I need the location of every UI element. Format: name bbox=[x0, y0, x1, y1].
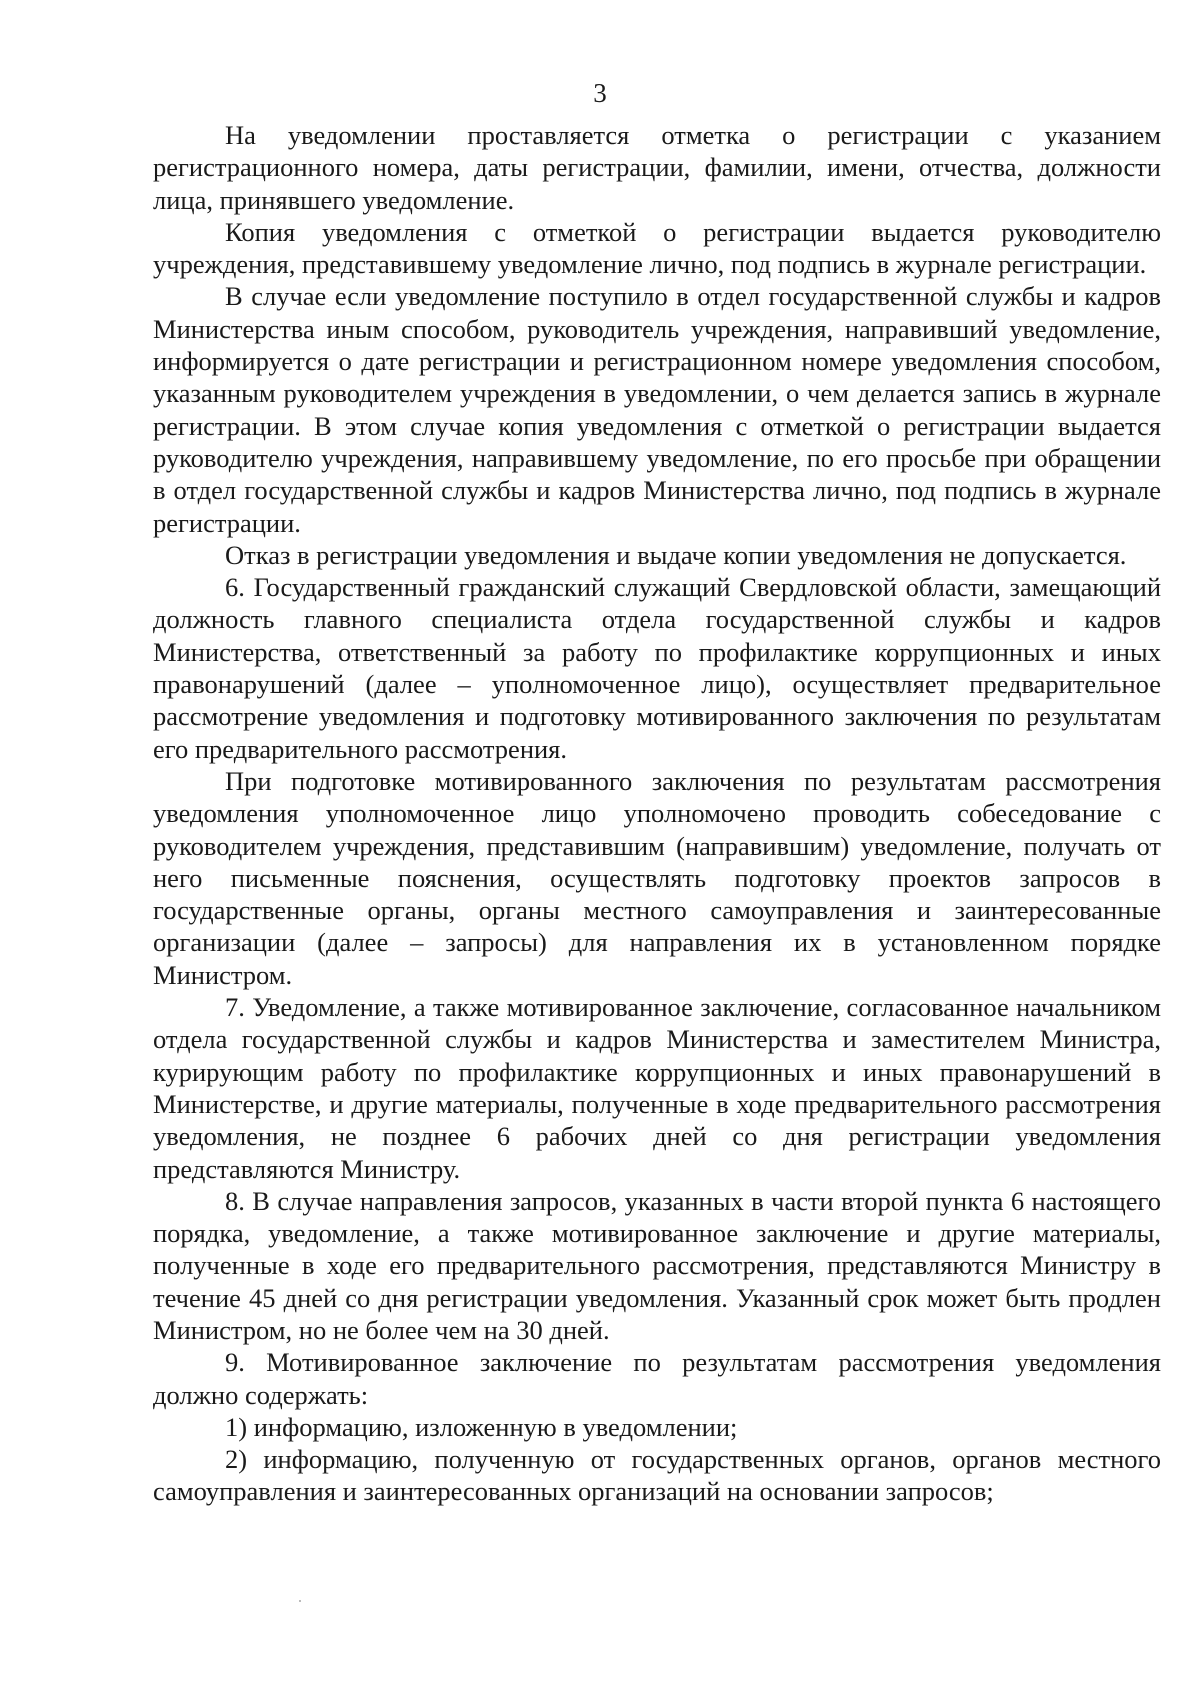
paragraph-refusal-not-allowed: Отказ в регистрации уведомления и выдаче копии уведомления не допускается. bbox=[225, 539, 1127, 570]
paragraph-registration-mark: На уведомлении проставляется отметка о регистрации с указанием регистрационного номера, даты регистрации, фамилии, имени, отчества, должности лица, принявшего уведомление. bbox=[153, 120, 1161, 215]
paragraph-item-6: 6. Государственный гражданский служащий Свердловской области, замещающий должность главного специалиста отдела государственной службы и кадров Министерства, ответственный за работу по профилактике коррупционных и иных правонарушений (далее – уполномоченное лицо), осуществляет предварительное рассмотрение уведомления и подготовку мотивированного заключения по результатам его предварительного рассмотрения. bbox=[153, 572, 1161, 764]
paragraph-item-7: 7. Уведомление, а также мотивированное заключение, согласованное начальником отдела государственной службы и кадров Министерства и заместителем Министра, курирующим работу по профилактике коррупционных и иных правонарушений в Министерстве, и другие материалы, полученные в ходе предварительного рассмотрения уведомления, не позднее 6 рабочих дней со дня регистрации уведомления представляются Министру. bbox=[153, 992, 1161, 1184]
paragraph-item-9: 9. Мотивированное заключение по результатам рассмотрения уведомления должно содержать: bbox=[153, 1347, 1161, 1410]
paragraph-item-8: 8. В случае направления запросов, указанных в части второй пункта 6 настоящего порядка, уведомление, а также мотивированное заключение и другие материалы, полученные в ходе его предварительного рассмотрения, представляются Министру в течение 45 дней со дня регистрации уведомления. Указанный срок может быть продлен Министром, но не более чем на 30 дней. bbox=[153, 1185, 1161, 1345]
paragraph-item-6-part-2: При подготовке мотивированного заключения по результатам рассмотрения уведомления уполномоченное лицо уполномочено проводить собеседование с руководителем учреждения, представившим (направившим) уведомление, получать от него письменные пояснения, осуществлять подготовку проектов запросов в государственные органы, органы местного самоуправления и заинтересованные организации (далее – запросы) для направления их в установленном порядке Министром. bbox=[153, 765, 1161, 990]
document-body bbox=[153, 119, 1161, 1508]
paragraph-item-9-sub-1: 1) информацию, изложенную в уведомлении; bbox=[225, 1411, 738, 1442]
paragraph-other-submission: В случае если уведомление поступило в отдел государственной службы и кадров Министерства иным способом, руководитель учреждения, направивший уведомление, информируется о дате регистрации и регистрационном номере уведомления способом, указанным руководителем учреждения в уведомлении, о чем делается запись в журнале регистрации. В этом случае копия уведомления с отметкой о регистрации выдается руководителю учреждения, направившему уведомление, по его просьбе при обращении в отдел государственной службы и кадров Министерства лично, под подпись в журнале регистрации. bbox=[153, 281, 1161, 538]
paragraph-item-9-sub-2: 2) информацию, полученную от государственных органов, органов местного самоуправления и заинтересованных организаций на основании запросов; bbox=[153, 1444, 1161, 1507]
page-number: 3 bbox=[593, 78, 607, 108]
paragraph-copy-issued: Копия уведомления с отметкой о регистрации выдается руководителю учреждения, представившему уведомление лично, под подпись в журнале регистрации. bbox=[153, 216, 1161, 280]
scan-speck bbox=[299, 1600, 301, 1602]
